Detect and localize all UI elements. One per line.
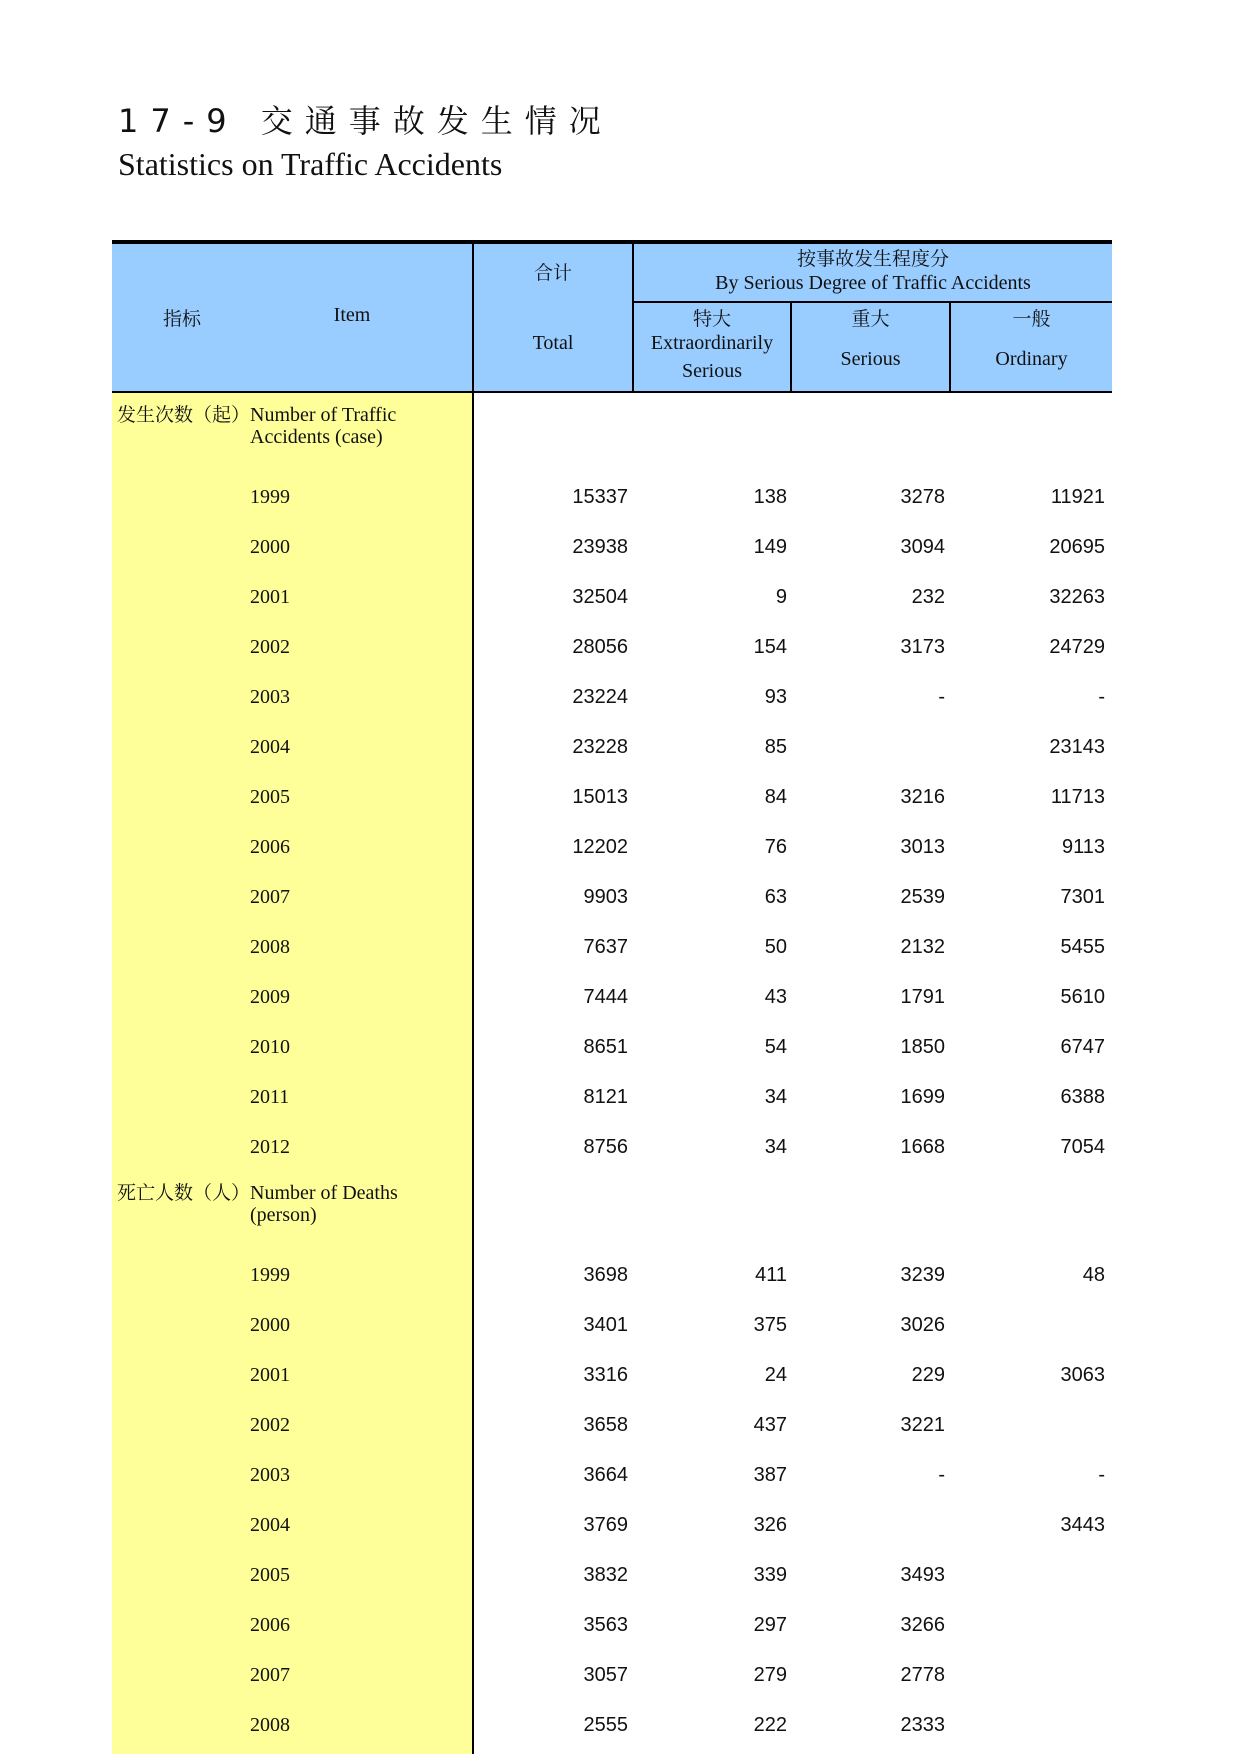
table-row <box>112 1452 1112 1502</box>
cell-extra: 63 <box>764 886 787 908</box>
section-label-en: Number of Deaths (person) <box>250 1182 398 1226</box>
table-row <box>112 574 1112 624</box>
cell-ordinary: 23143 <box>1049 736 1105 758</box>
cell-serious: 232 <box>911 586 945 608</box>
cell-total: 32504 <box>572 586 628 608</box>
table-row <box>112 1552 1112 1602</box>
cell-total: 3769 <box>583 1514 628 1536</box>
cell-serious: 3278 <box>900 486 945 508</box>
row-year: 2004 <box>250 1514 290 1536</box>
cell-total: 9903 <box>583 886 628 908</box>
header-group-en: By Serious Degree of Traffic Accidents <box>715 272 1031 294</box>
table-row <box>112 924 1112 974</box>
table-row <box>112 674 1112 724</box>
table-row <box>112 1074 1112 1124</box>
cell-serious: 2539 <box>900 886 945 908</box>
cell-total: 15013 <box>572 786 628 808</box>
row-year: 2008 <box>250 1714 290 1736</box>
cell-extra: 222 <box>753 1714 787 1736</box>
cell-extra: 326 <box>753 1514 787 1536</box>
header-extra-en-line2: Serious <box>682 360 742 382</box>
cell-extra: 138 <box>753 486 787 508</box>
table-row <box>112 1352 1112 1402</box>
row-year: 2012 <box>250 1136 290 1158</box>
statistics-table <box>112 240 1112 1754</box>
cell-extra: 34 <box>764 1136 787 1158</box>
header-bottom-rule <box>112 391 1112 393</box>
cell-total: 3664 <box>583 1464 628 1486</box>
cell-total: 3401 <box>583 1314 628 1336</box>
header-serious-cn: 重大 <box>851 308 890 330</box>
cell-serious: 1668 <box>900 1136 945 1158</box>
row-year: 2000 <box>250 1314 290 1336</box>
section-label-cn: 发生次数（起） <box>117 404 251 426</box>
cell-extra: 279 <box>753 1664 787 1686</box>
cell-ordinary: 5610 <box>1060 986 1105 1008</box>
row-year: 2001 <box>250 586 290 608</box>
row-year: 2004 <box>250 736 290 758</box>
row-year: 2011 <box>250 1086 290 1108</box>
cell-total: 7444 <box>583 986 628 1008</box>
cell-extra: 9 <box>775 586 787 608</box>
cell-serious: 2778 <box>900 1664 945 1686</box>
row-year: 2007 <box>250 1664 290 1686</box>
cell-extra: 76 <box>764 836 787 858</box>
section-label-cn: 死亡人数（人） <box>117 1182 251 1204</box>
cell-serious: 2132 <box>900 936 945 958</box>
row-year: 2008 <box>250 936 290 958</box>
header-serious-en: Serious <box>840 348 901 370</box>
row-year: 2006 <box>250 836 290 858</box>
cell-total: 23938 <box>572 536 628 558</box>
row-year: 2002 <box>250 636 290 658</box>
cell-total: 3057 <box>583 1664 628 1686</box>
cell-total: 23228 <box>572 736 628 758</box>
cell-total: 15337 <box>572 486 628 508</box>
header-total-cn: 合计 <box>533 262 572 284</box>
cell-ordinary: 20695 <box>1049 536 1105 558</box>
cell-ordinary: 24729 <box>1049 636 1105 658</box>
table-row <box>112 1124 1112 1174</box>
row-year: 2000 <box>250 536 290 558</box>
table-row <box>112 524 1112 574</box>
cell-extra: 297 <box>753 1614 787 1636</box>
table-row <box>112 724 1112 774</box>
row-year: 2003 <box>250 686 290 708</box>
cell-serious: 3216 <box>900 786 945 808</box>
table-row <box>112 1502 1112 1552</box>
cell-total: 8121 <box>583 1086 628 1108</box>
cell-extra: 339 <box>753 1564 787 1586</box>
row-year: 1999 <box>250 1264 290 1286</box>
cell-serious: 2333 <box>900 1714 945 1736</box>
row-year: 2005 <box>250 786 290 808</box>
page-title-en: Statistics on Traffic Accidents <box>118 146 503 182</box>
cell-total: 3658 <box>583 1414 628 1436</box>
cell-extra: 93 <box>764 686 787 708</box>
cell-serious: 1850 <box>900 1036 945 1058</box>
row-year: 2005 <box>250 1564 290 1586</box>
section-label-en: Number of Traffic Accidents (case) <box>250 404 397 448</box>
cell-serious: 3173 <box>900 636 945 658</box>
cell-total: 8756 <box>583 1136 628 1158</box>
table-row <box>112 874 1112 924</box>
header-total-en: Total <box>532 332 574 354</box>
cell-serious: 3493 <box>900 1564 945 1586</box>
cell-extra: 54 <box>764 1036 787 1058</box>
table-row <box>112 1402 1112 1452</box>
cell-ordinary: 6388 <box>1060 1086 1105 1108</box>
cell-ordinary: 7301 <box>1060 886 1105 908</box>
row-year: 2006 <box>250 1614 290 1636</box>
cell-total: 28056 <box>572 636 628 658</box>
table-row <box>112 474 1112 524</box>
table-row <box>112 624 1112 674</box>
cell-ordinary: 11713 <box>1050 786 1105 808</box>
cell-extra: 411 <box>755 1264 787 1286</box>
cell-extra: 375 <box>753 1314 787 1336</box>
table-row <box>112 974 1112 1024</box>
cell-total: 8651 <box>583 1036 628 1058</box>
row-year: 2010 <box>250 1036 290 1058</box>
cell-serious: 3221 <box>900 1414 945 1436</box>
cell-ordinary: 5455 <box>1060 936 1105 958</box>
cell-total: 2555 <box>583 1714 628 1736</box>
row-year: 1999 <box>250 486 290 508</box>
table-row <box>112 824 1112 874</box>
cell-total: 3563 <box>583 1614 628 1636</box>
cell-total: 3832 <box>583 1564 628 1586</box>
cell-total: 12202 <box>572 836 628 858</box>
cell-extra: 50 <box>764 936 787 958</box>
row-year: 2003 <box>250 1464 290 1486</box>
row-year: 2001 <box>250 1364 290 1386</box>
header-item-en: Item <box>333 304 371 326</box>
cell-extra: 154 <box>753 636 787 658</box>
cell-serious: 3266 <box>900 1614 945 1636</box>
row-year: 2007 <box>250 886 290 908</box>
cell-extra: 84 <box>764 786 787 808</box>
cell-ordinary: 6747 <box>1060 1036 1105 1058</box>
cell-serious: 229 <box>911 1364 945 1386</box>
table-row <box>112 1652 1112 1702</box>
table-row <box>112 1252 1112 1302</box>
row-year: 2009 <box>250 986 290 1008</box>
header-group-cn: 按事故发生程度分 <box>796 248 949 270</box>
cell-ordinary: 3063 <box>1060 1364 1105 1386</box>
cell-extra: 437 <box>753 1414 787 1436</box>
table-row <box>112 1024 1112 1074</box>
table-row <box>112 1702 1112 1752</box>
cell-serious: 1791 <box>900 986 945 1008</box>
cell-ordinary: 7054 <box>1060 1136 1105 1158</box>
cell-total: 3316 <box>583 1364 628 1386</box>
cell-total: 23224 <box>572 686 628 708</box>
cell-ordinary: 11921 <box>1050 486 1105 508</box>
cell-serious: 1699 <box>900 1086 945 1108</box>
row-year: 2002 <box>250 1414 290 1436</box>
cell-serious: - <box>938 686 945 708</box>
cell-serious: 3094 <box>900 536 945 558</box>
cell-total: 7637 <box>583 936 628 958</box>
cell-serious: 3026 <box>900 1314 945 1336</box>
cell-ordinary: 9113 <box>1061 836 1105 858</box>
cell-extra: 34 <box>764 1086 787 1108</box>
cell-total: 3698 <box>583 1264 628 1286</box>
cell-ordinary: - <box>1098 686 1105 708</box>
table-row <box>112 1602 1112 1652</box>
header-item-cn: 指标 <box>162 308 201 330</box>
cell-serious: 3239 <box>900 1264 945 1286</box>
header-ordinary-en: Ordinary <box>995 348 1068 370</box>
header-ordinary-cn: 一般 <box>1012 308 1051 330</box>
header-extra-cn: 特大 <box>692 308 731 330</box>
cell-extra: 387 <box>753 1464 787 1486</box>
cell-ordinary: - <box>1098 1464 1105 1486</box>
cell-extra: 149 <box>753 536 787 558</box>
cell-extra: 85 <box>764 736 787 758</box>
cell-extra: 43 <box>764 986 787 1008</box>
cell-serious: - <box>938 1464 945 1486</box>
cell-ordinary: 32263 <box>1049 586 1105 608</box>
header-extra-en-line1: Extraordinarily <box>650 332 774 354</box>
group-header-rule <box>632 301 1112 303</box>
page-title-cn: 17-9 交通事故发生情况 <box>118 102 613 140</box>
table-row <box>112 1302 1112 1352</box>
cell-extra: 24 <box>764 1364 787 1386</box>
cell-ordinary: 3443 <box>1060 1514 1105 1536</box>
table-row <box>112 774 1112 824</box>
cell-ordinary: 48 <box>1082 1264 1105 1286</box>
cell-serious: 3013 <box>900 836 945 858</box>
